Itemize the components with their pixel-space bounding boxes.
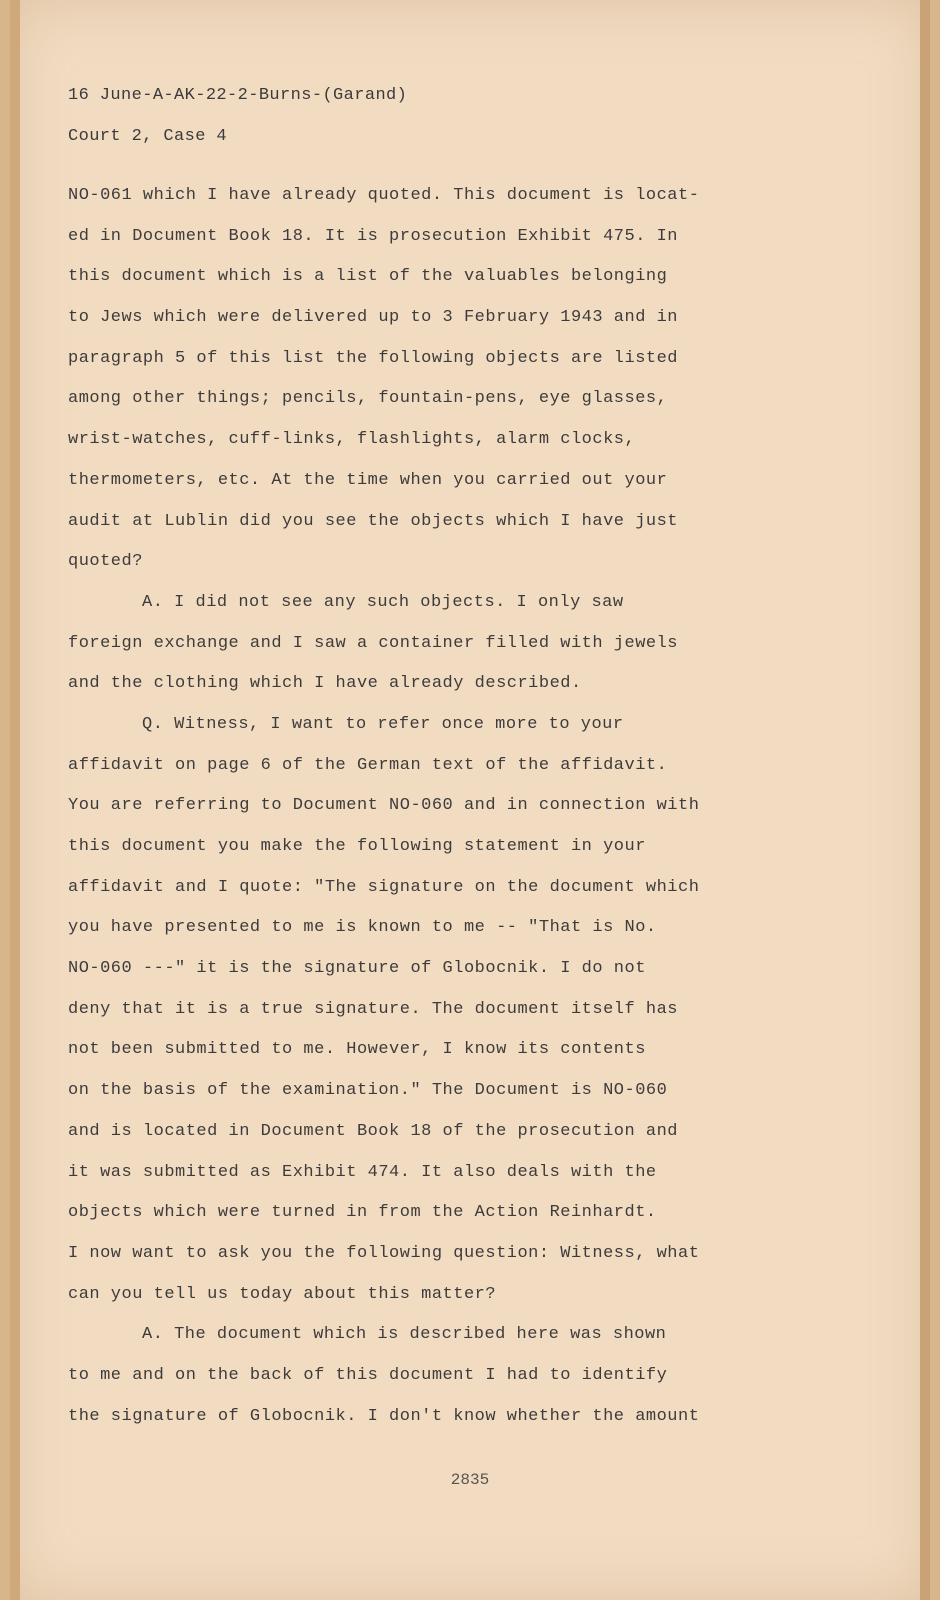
body-line: the signature of Globocnik. I don't know whether the amount	[68, 1406, 700, 1426]
body-line: ed in Document Book 18. It is prosecution Exhibit 475. In	[68, 226, 678, 246]
answer-paragraph-start: A. I did not see any such objects. I only saw	[142, 592, 624, 612]
body-line: quoted?	[68, 552, 143, 572]
body-line: NO-060 ---" it is the signature of Globocnik. I do not	[68, 959, 646, 979]
transcript-body	[68, 176, 798, 1437]
paper-edge-right	[920, 0, 930, 1600]
paper-edge-left	[10, 0, 20, 1600]
body-line: NO-061 which I have already quoted. This document is locat-	[68, 186, 700, 205]
body-line: affidavit and I quote: "The signature on the document which	[68, 877, 700, 897]
header-court-line: Court 2, Case 4	[68, 127, 228, 146]
body-line: this document you make the following statement in your	[68, 837, 646, 856]
body-line: this document which is a list of the valuables belonging	[68, 267, 668, 287]
body-line: I now want to ask you the following question: Witness, what	[68, 1243, 700, 1263]
body-line: you have presented to me is known to me -- "That is No.	[68, 918, 657, 938]
page-number: 2835	[450, 1471, 490, 1489]
body-line: and the clothing which I have already described.	[68, 674, 582, 694]
header-session-line: 16 June-A-AK-22-2-Burns-(Garand)	[68, 86, 408, 105]
body-line: foreign exchange and I saw a container filled with jewels	[68, 633, 678, 653]
question-paragraph-start: Q. Witness, I want to refer once more to your	[142, 714, 624, 734]
body-line: thermometers, etc. At the time when you carried out your	[68, 470, 668, 490]
body-line: not been submitted to me. However, I know its contents	[68, 1040, 646, 1060]
body-line: and is located in Document Book 18 of the prosecution and	[68, 1121, 678, 1141]
body-line: to me and on the back of this document I had to identify	[68, 1365, 668, 1385]
body-line: deny that it is a true signature. The document itself has	[68, 999, 678, 1019]
body-line: to Jews which were delivered up to 3 February 1943 and in	[68, 308, 678, 328]
body-line: audit at Lublin did you see the objects which I have just	[68, 511, 678, 531]
body-line: You are referring to Document NO-060 and in connection with	[68, 796, 700, 816]
body-line: affidavit on page 6 of the German text of the affidavit.	[68, 755, 668, 775]
answer-paragraph-start: A. The document which is described here was shown	[142, 1325, 667, 1345]
body-line: among other things; pencils, fountain-pens, eye glasses,	[68, 389, 668, 409]
body-line: can you tell us today about this matter?	[68, 1284, 497, 1304]
body-line: on the basis of the examination." The Document is NO-060	[68, 1081, 668, 1101]
body-line: paragraph 5 of this list the following objects are listed	[68, 348, 678, 368]
body-line: objects which were turned in from the Action Reinhardt.	[68, 1203, 657, 1223]
body-line: wrist-watches, cuff-links, flashlights, alarm clocks,	[68, 430, 636, 450]
body-line: it was submitted as Exhibit 474. It also deals with the	[68, 1162, 657, 1182]
